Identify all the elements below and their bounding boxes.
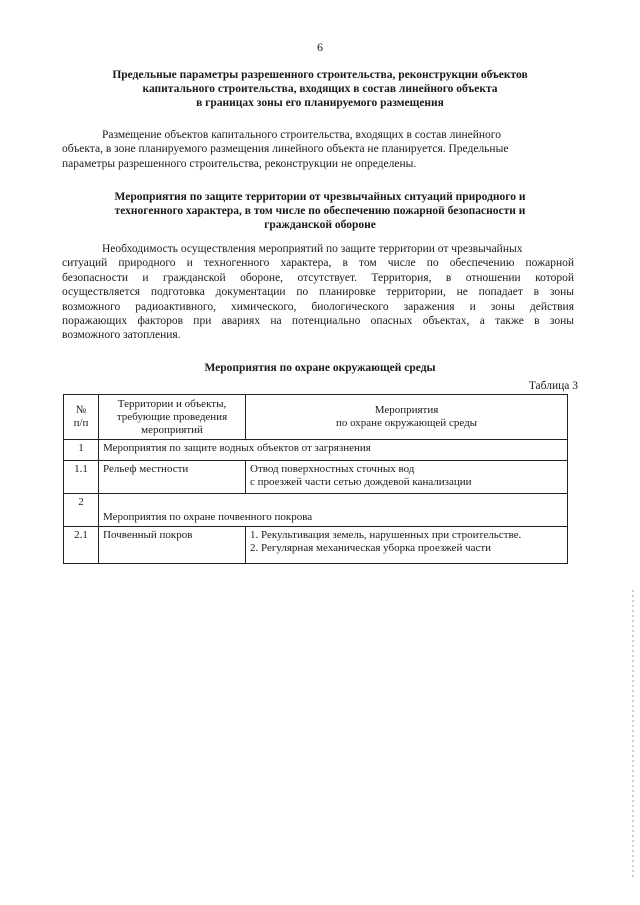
table-section-row — [64, 440, 568, 461]
paragraph-line: ситуаций природного и техногенного характера, в том числе по обеспечению пожарной — [62, 257, 574, 270]
section-number: 2 — [64, 494, 99, 527]
paragraph-line: Необходимость осуществления мероприятий по защите территории от чрезвычайных — [102, 243, 523, 255]
heading-line: в границах зоны его планируемого размещения — [196, 97, 444, 109]
heading-line: Мероприятия по защите территории от чрезвычайных ситуаций природного и — [114, 191, 526, 203]
row-measures: Отвод поверхностных сточных вод с проезжей части сетью дождевой канализации — [246, 461, 568, 494]
row-territory: Рельеф местности — [99, 461, 246, 494]
section-heading-emergency-protection — [70, 190, 570, 232]
environment-measures-table — [63, 394, 568, 564]
paragraph-emergency-protection — [62, 242, 574, 343]
row-number: 1.1 — [64, 461, 99, 494]
section-heading-construction-parameters — [70, 68, 570, 110]
paragraph-line: Размещение объектов капитального строительства, входящих в состав линейного — [102, 129, 501, 141]
paragraph-line: поражающих факторов при авариях на потенциально опасных объектах, а также в зоны — [62, 315, 574, 328]
scan-edge-marks — [632, 590, 634, 880]
table-section-row — [64, 494, 568, 527]
header-territory: Территории и объекты, требующие проведения мероприятий — [99, 395, 246, 440]
page-number: 6 — [317, 40, 323, 54]
section-number: 1 — [64, 440, 99, 461]
paragraph-line: объекта, в зоне планируемого размещения линейного объекта не планируется. Предельные — [62, 143, 509, 156]
table-title: Мероприятия по охране окружающей среды — [204, 362, 436, 374]
row-number: 2.1 — [64, 527, 99, 564]
paragraph-line: безопасности и гражданской обороне, отсутствует. Территория, в отношении которой — [62, 271, 574, 284]
heading-line: гражданской обороне — [264, 219, 376, 231]
header-number: № п/п — [64, 395, 99, 440]
paragraph-line: возможного радиоактивного, химического, биологического заражения и зоны действия — [62, 300, 574, 313]
heading-line: Предельные параметры разрешенного строительства, реконструкции объектов — [112, 69, 528, 81]
table-row — [64, 461, 568, 494]
heading-line: капитального строительства, входящих в состав линейного объекта — [142, 83, 498, 95]
table-row — [64, 527, 568, 564]
header-measures: Мероприятия по охране окружающей среды — [246, 395, 568, 440]
paragraph-construction-parameters — [62, 128, 574, 171]
section-title: Мероприятия по защите водных объектов от загрязнения — [99, 440, 568, 461]
heading-line: техногенного характера, в том числе по обеспечению пожарной безопасности и — [114, 205, 526, 217]
table-header-row — [64, 395, 568, 440]
table-caption: Таблица 3 — [528, 380, 578, 392]
row-territory: Почвенный покров — [99, 527, 246, 564]
paragraph-line: возможного затопления. — [62, 329, 181, 342]
row-measures: 1. Рекультивация земель, нарушенных при строительстве. 2. Регулярная механическая уборка проезжей части — [246, 527, 568, 564]
section-title: Мероприятия по охране почвенного покрова — [99, 494, 568, 527]
paragraph-line: параметры разрешенного строительства, реконструкции не определены. — [62, 157, 417, 170]
paragraph-line: осуществляется подготовка документации по планировке территории, не попадает в зоны — [62, 286, 574, 299]
